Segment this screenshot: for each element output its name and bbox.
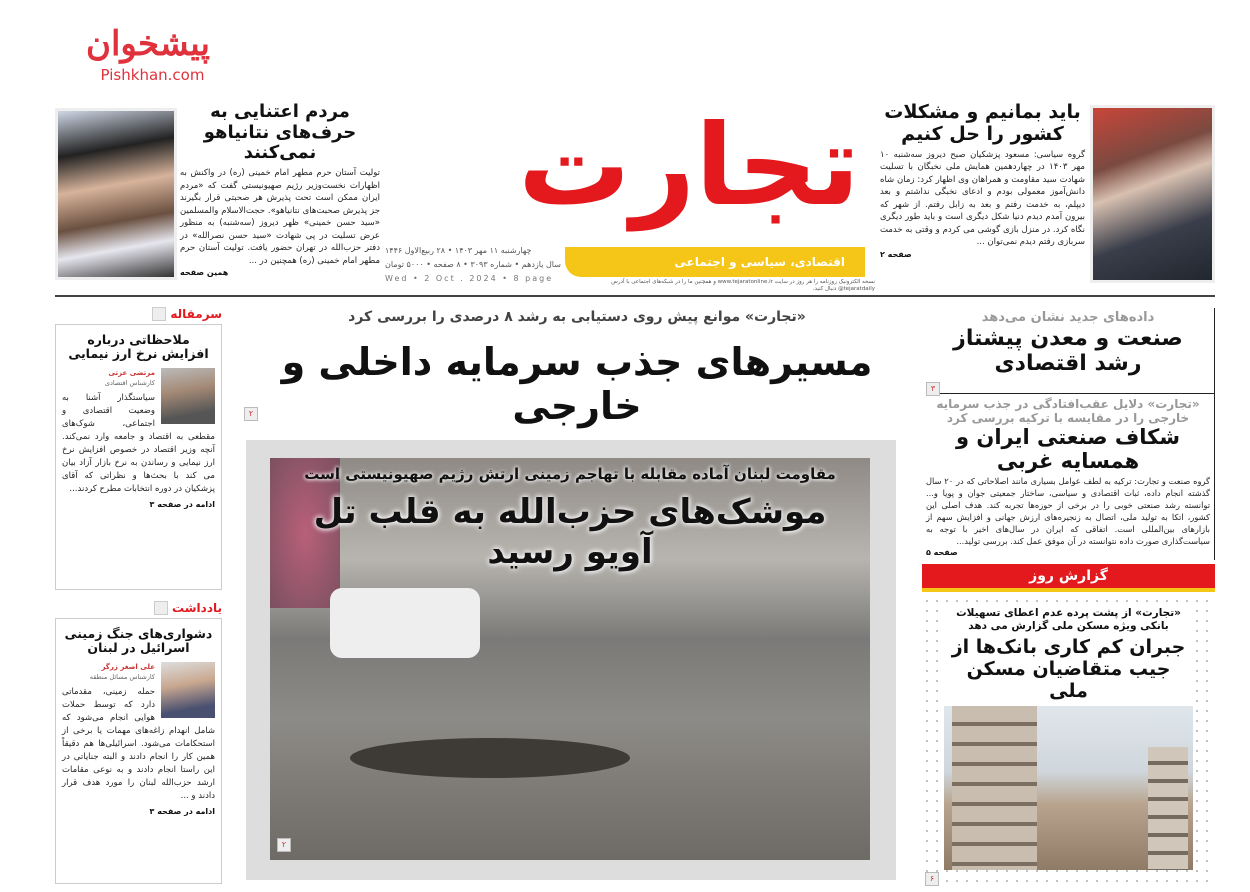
editorial-role: کارشناس اقتصادی [104, 378, 155, 387]
note-content [62, 662, 215, 803]
right2-body: گروه صنعت و تجارت: ترکیه به لطف عوامل بسیاری مانند اصلاحاتی که در ۲۰ سال گذشته انجام داده، ثبات اقتصادی و سیاسی، ساختار جمعیتی جوان و پویا و... توانسته رشد صنعتی خوبی را در برخی از حوزه‌ها تجربه کند. هدف اصلی این کشور، اتکا به تولید ملی، اتصال به زنجیره‌های ارزش جهانی و افزایش سهم از بازارهای بین‌المللی است. اتفاقی که ایران در سال‌های اخیر با توجه به سیاست‌گذاری صورت داده نتوانسته در آن موفق عمل کند. بررسی تولید... [926, 476, 1210, 546]
right-column [922, 308, 1215, 888]
masthead [385, 101, 870, 295]
masthead-divider [55, 295, 1215, 297]
main-headline-page: ۲ [244, 407, 258, 421]
main-headline: مسیرهای جذب سرمایه داخلی و خارجی [281, 340, 873, 428]
top-left-page: همین صفحه [180, 268, 229, 278]
note-header [55, 598, 222, 618]
right-divider [926, 393, 1214, 394]
right1-page: ۳ [926, 382, 940, 396]
editorial-content [62, 368, 215, 496]
top-left-story [180, 102, 380, 278]
editorial-author: مرتضی عزتی [108, 368, 155, 377]
note-body: حمله زمینی، مقدماتی دارد که توسط حملات هوایی انجام می‌شود که شامل انهدام زاغه‌های مهمات یا برخی از استحکامات می‌شود. اسرائیلی‌ها هم دقیقاً همین کار را انجام دادند و البته جنایاتی در این راستا انجام دادند و به نوعی مقامات ارشد حزب‌الله لبنان را مورد هدف قرار دادند و ... [62, 686, 215, 801]
right1-title: صنعت و معدن پیشتاز رشد اقتصادی [953, 326, 1183, 376]
top-left-body: تولیت آستان حرم مطهر امام خمینی (ره) در واکنش به اظهارات نخست‌وزیر رژیم صهیونیستی گفت که «مردم ایران ممکن است تحت پذیرش هر صحبتی قرار بگیرند جز پذیرش صحبت‌های نتانیاهو». حجت‌الاسلام والمسلمین «سید حسن خمینی» ظهر دیروز (سه‌شنبه) به منظور عرض تسلیت در پی شهادت «سید حسن نصرالله» در دفتر حزب‌الله در تهران حضور یافت. تولیت آستان حرم مطهر امام خمینی (ره) همچنین در ... [180, 168, 380, 266]
report-inner [942, 603, 1195, 870]
building-photo [952, 706, 1037, 870]
pezeshkian-photo [1090, 105, 1215, 283]
top-right-body: گروه سیاسی: مسعود پزشکیان صبح دیروز سه‌شنبه ۱۰ مهر ۱۴۰۳ در چهاردهمین همایش ملی نخبگان با تسلیت شهادت سید مقاومت و همراهان وی اظهار کرد: زمان شاه دانش‌آموز معمولی بودم و ادعای نخبگی نداشتم و بعد دیپلم، به خدمت رفتم و بعد به زابل رفتم. از شهر که بیرون آمدم دیدم دنیا شکل دیگری است و باید طور دیگری نگاه کرد. در منزل بازی گوشی می کردم و وقتی به خدمت سربازی رفتم دیدم نمی‌توان ... [880, 149, 1085, 248]
section-marker-icon [152, 307, 166, 321]
watermark-fa: پیشخوان [86, 24, 210, 64]
left-column [55, 304, 222, 884]
report-box [922, 596, 1215, 888]
report-title: جبران کم کاری بانک‌ها از جیب متقاضیان مسکن ملی [951, 636, 1186, 702]
editorial-body: سیاستگذار آشنا به وضعیت اقتصادی و اجتماعی، شوک‌های مقطعی به اقتصاد و جامعه وارد نمی‌کند. آنچه وزیر اقتصاد در خصوص افزایش نرخ ارز نیمایی و رساندن به نرخ بازار آزاد بیان می کند با بحث‌ها و نظراتی که آقای پزشکیان در دوره انتخابات مطرح کردند... [62, 392, 215, 494]
report-photo [944, 706, 1193, 870]
editorial-header [55, 304, 222, 324]
note-author: علی اصغر زرگر [101, 662, 155, 671]
note-section-block [55, 598, 222, 884]
editorial-title: ملاحظاتی درباره افزایش نرخ ارز نیمایی [68, 332, 209, 362]
top-right-page: صفحه ۲ [880, 249, 912, 259]
photo-car [330, 588, 480, 658]
editorial-box [55, 324, 222, 590]
editorial-author-photo [161, 368, 215, 424]
photo-page: ۲ [277, 838, 291, 852]
note-role: کارشناس مسائل منطقه [89, 672, 155, 681]
right-stories [922, 308, 1215, 560]
khomeini-photo [55, 108, 177, 280]
report-section: گزارش روز [1029, 568, 1108, 584]
report-banner [922, 564, 1215, 592]
note-title: دشواری‌های جنگ زمینی اسرائیل در لبنان [64, 626, 213, 656]
report-page: ۶ [925, 872, 939, 886]
photo-caption [275, 464, 865, 572]
note-section: یادداشت [172, 601, 222, 615]
issue-date-en: Wed • 2 Oct . 2024 • 8 page [385, 274, 554, 283]
tagline: اقتصادی، سیاسی و اجتماعی [674, 255, 845, 269]
issue-date: چهارشنبه ۱۱ مهر ۱۴۰۳ • ۲۸ ربیع‌الاول ۱۴۴۶ [385, 246, 532, 255]
building-photo-2 [1148, 747, 1188, 870]
note-continue: ادامه در صفحه ۳ [149, 806, 215, 816]
right2-page: صفحه ۵ [926, 548, 958, 557]
right1-page-row [926, 376, 1210, 391]
editorial-section-block [55, 304, 222, 590]
top-right-title: باید بمانیم و مشکلات کشور را حل کنیم [884, 101, 1081, 145]
photo-kicker: مقاومت لبنان آماده مقابله با تهاجم زمینی ارتش رژیم صهیونیستی است [304, 465, 836, 483]
logo: تجارت [518, 101, 860, 231]
note-author-photo [161, 662, 215, 718]
editorial-section: سرمقاله [170, 307, 222, 321]
right2-title: شکاف صنعتی ایران و همسایه غربی [956, 425, 1180, 473]
watermark-en: Pishkhan.com [100, 66, 205, 84]
main-kicker: «تجارت» موانع پیش روی دستیابی به رشد ۸ درصدی را بررسی کرد [348, 309, 806, 325]
top-right-story [880, 102, 1085, 260]
top-left-title: مردم اعتنایی به حرف‌های نتانیاهو نمی‌کنند [203, 101, 357, 164]
section-marker-icon [154, 601, 168, 615]
editorial-continue: ادامه در صفحه ۳ [149, 499, 215, 509]
online-note: نسخه الکترونیک روزنامه را هر روز در سایت www.tejaratonline.ir و همچنین ما را در شبکه‌های اجتماعی با آدرس tejaratdaily@ دنبال کنید. [611, 279, 875, 292]
main-header [262, 308, 892, 438]
photo-debris [350, 738, 630, 778]
issue-info: سال یازدهم • شماره ۳۰۹۳ • ۸ صفحه • ۵۰۰۰ تومان [385, 260, 561, 269]
watermark [86, 22, 210, 84]
note-box [55, 618, 222, 884]
right2-kicker: «تجارت» دلایل عقب‌افتادگی در جذب سرمایه خارجی را در مقایسه با ترکیه بررسی کرد [936, 397, 1200, 425]
photo-headline: موشک‌های حزب‌الله به قلب تل آویو رسید [313, 492, 827, 572]
report-kicker: «تجارت» از پشت پرده عدم اعطای تسهیلات بانکی ویژه مسکن ملی گزارش می دهد [956, 607, 1181, 632]
right1-kicker: داده‌های جدید نشان می‌دهد [981, 310, 1155, 325]
